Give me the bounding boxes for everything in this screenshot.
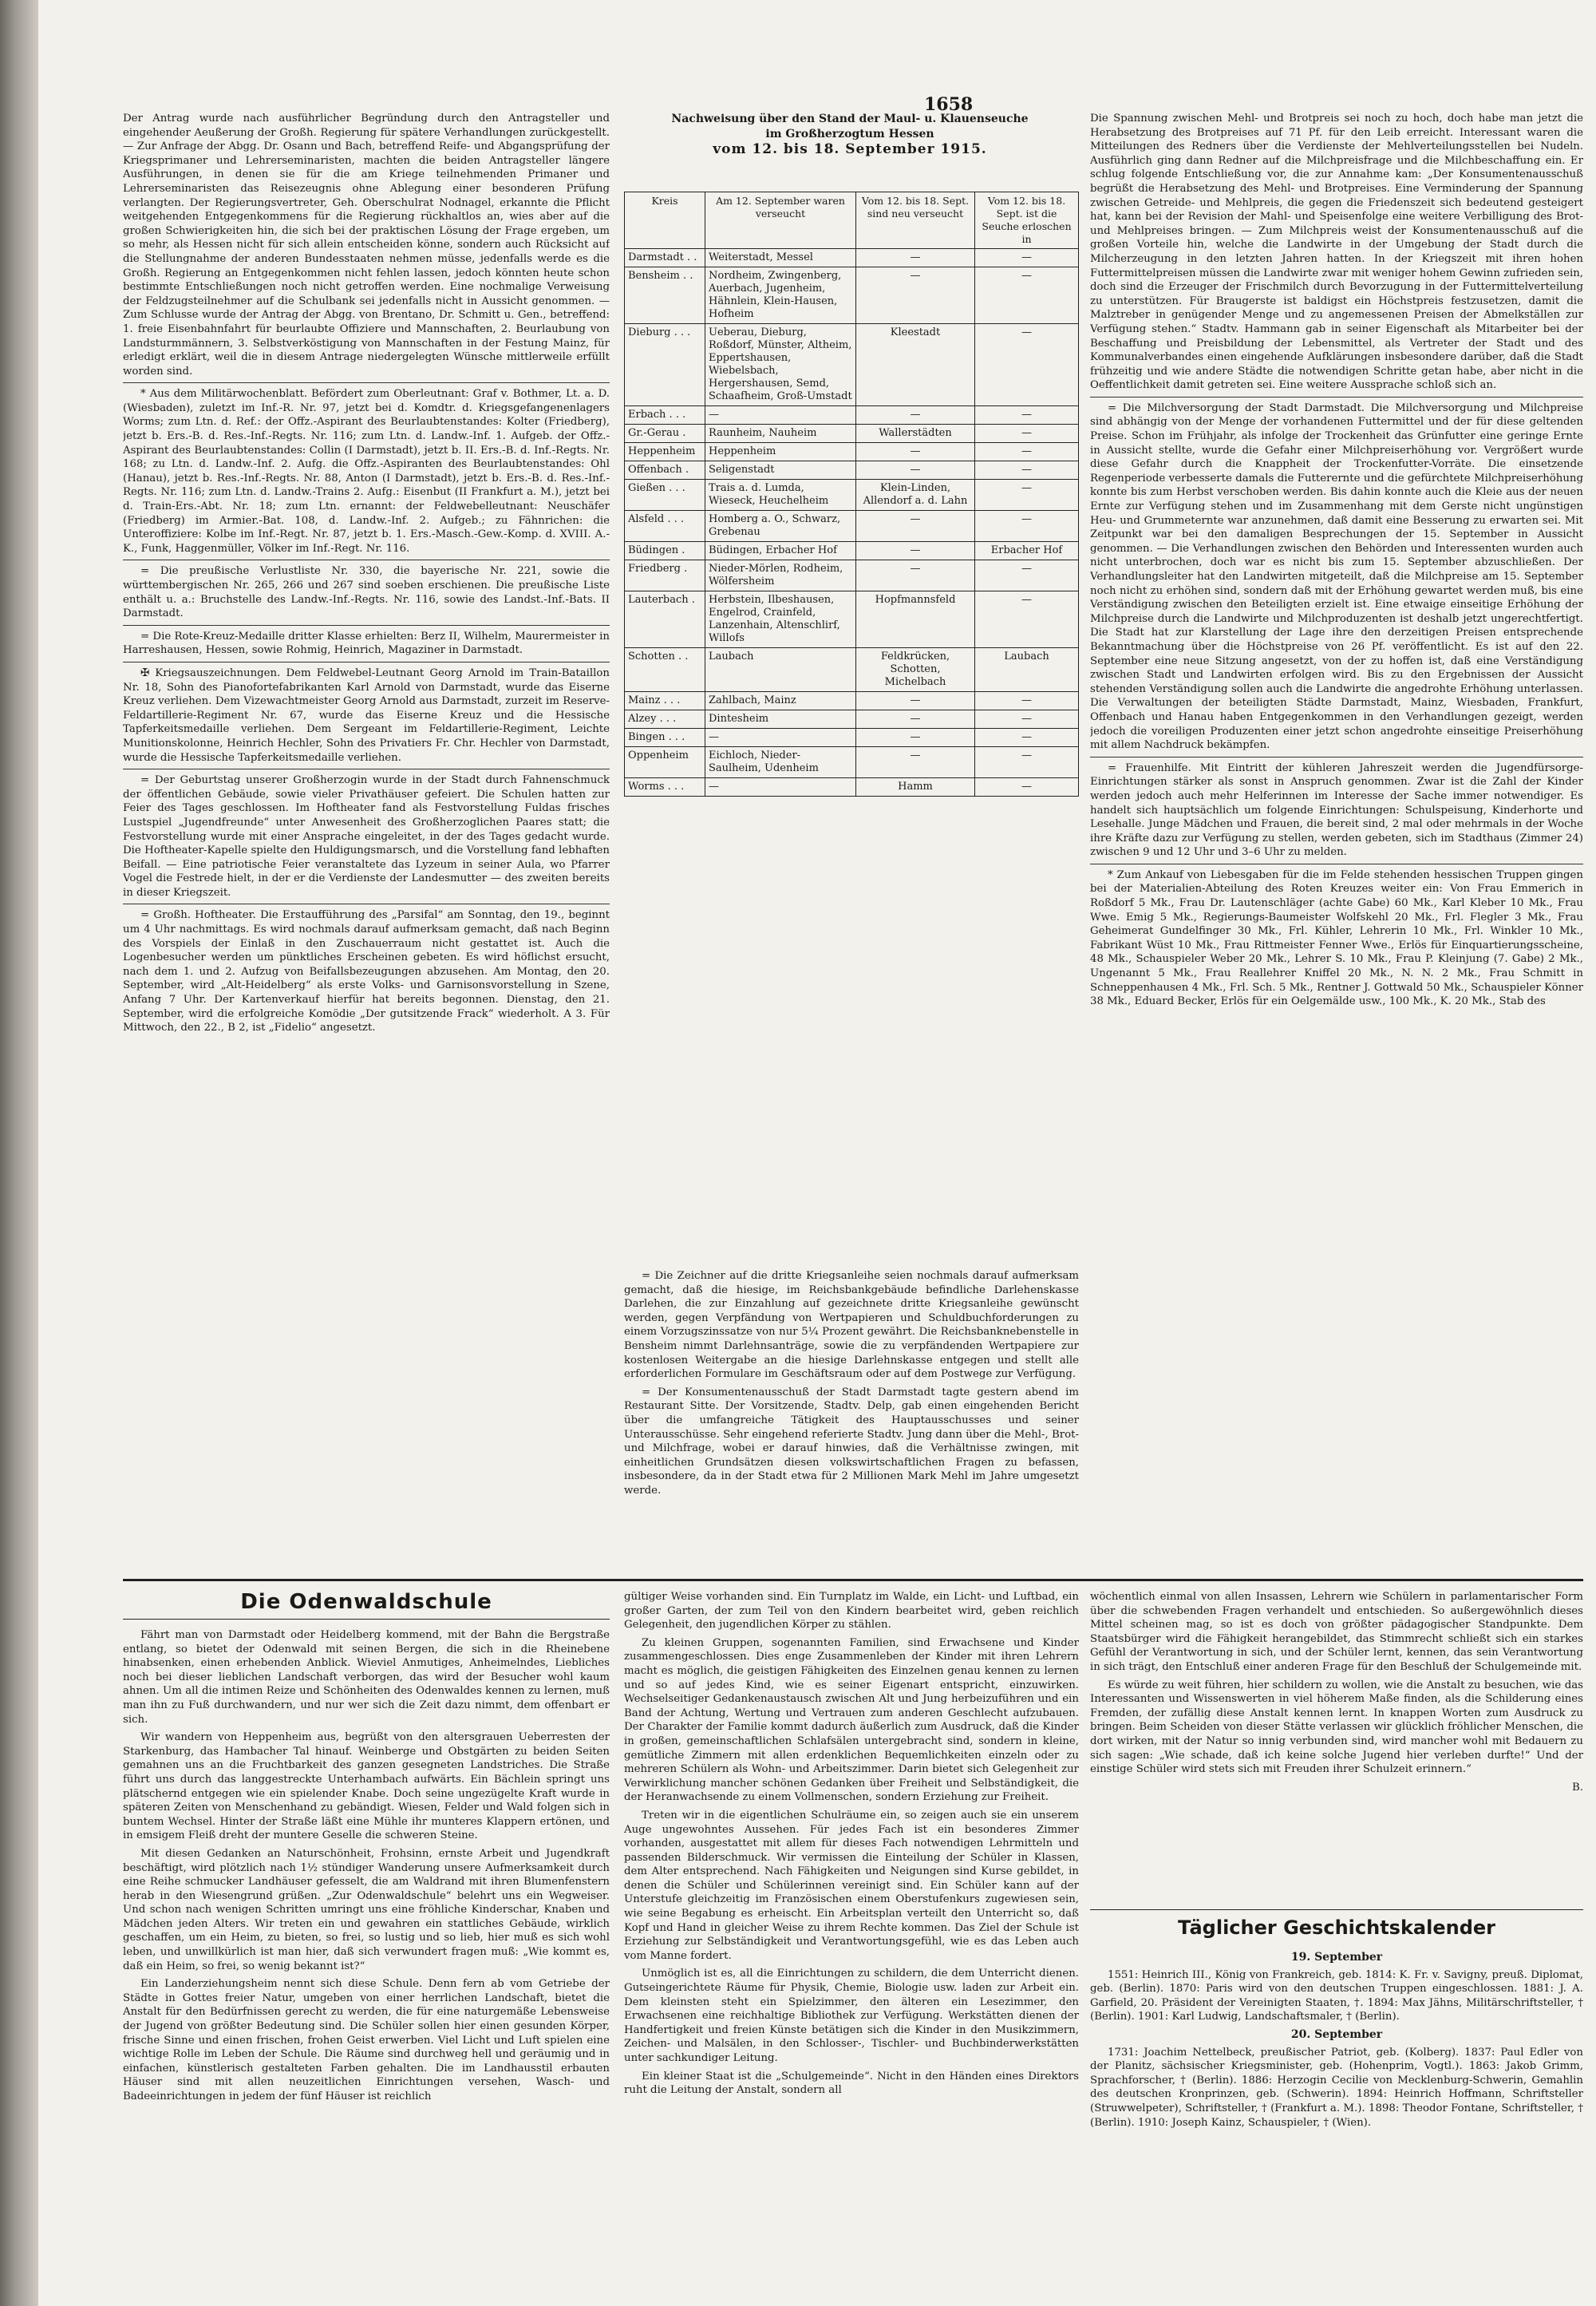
table-title-line1: Nachweisung über den Stand der Maul- u. Klauenseuche	[671, 113, 1029, 125]
table-row	[625, 324, 1079, 406]
cell-verseucht: —	[705, 406, 856, 425]
header-erloschen: Vom 12. bis 18. Sept. ist die Seuche erloschen in	[975, 192, 1079, 249]
cell-erloschen: Erbacher Hof	[975, 542, 1079, 560]
odenwald-paragraph: Es würde zu weit führen, hier schildern zu wollen, wie die Anstalt zu besuchen, wie das Interessanten und Wissenswerten in viel höherem Maße finden, als die Schilderung eines Fremden, der zufällig diese Anstalt kennen lernt. In knappen Worten zum Ausdruck zu bringen. Beim Scheiden von dieser Stätte verlassen wir glücklich fröhlicher Menschen, die dort wirken, mit der Natur so innig verbunden sind, wird mancher wohl mit Bedauern zu sich sagen: „Wie schade, daß ich keine solche Jugend hier verleben durfte!“ Und der einstige Schüler wird stets sich mit Freuden ihrer Schulzeit erinnern.“	[1090, 1679, 1583, 1776]
kalender-date: 20. September	[1290, 2027, 1383, 2041]
odenwald-paragraph: Unmöglich ist es, all die Einrichtungen zu schildern, die dem Unterricht dienen. Gutseingerichtete Räume für Physik, Chemie, Biologie usw. laden zur Arbeit ein. Dem kleinsten steht ein Spielzimmer, den älteren ein Lesezimmer, den Erwachsenen eine reichhaltige Bibliothek zur Verfügung. Werkstätten dienen der Handfertigkeit und freien Künste betätigen sich die Kinder in den Musikzimmern, Zeichen- und Malsälen, in den Schlosser-, Tischler- und Buchbinderwerkstätten unter sachkundiger Leitung.	[624, 1968, 1079, 2064]
cell-verseucht: Homberg a. O., Schwarz, Grebenau	[705, 511, 856, 542]
cell-neu: Klein-Linden, Allendorf a. d. Lahn	[856, 480, 975, 511]
cell-kreis: Mainz . . .	[625, 692, 705, 710]
cell-erloschen: —	[975, 461, 1079, 480]
cell-erloschen: —	[975, 710, 1079, 729]
cell-neu: —	[856, 511, 975, 542]
cell-kreis: Gr.-Gerau .	[625, 425, 705, 443]
cell-erloschen: —	[975, 591, 1079, 648]
table-row	[625, 249, 1079, 267]
table-row	[625, 729, 1079, 747]
table-row	[625, 443, 1079, 461]
cell-kreis: Friedberg .	[625, 560, 705, 591]
cell-neu: —	[856, 406, 975, 425]
odenwald-paragraph: wöchentlich einmal von allen Insassen, Lehrern wie Schülern in parlamentarischer Form über die schwebenden Fragen verhandelt und entschieden. So außergewöhnlich dieses Mittel scheinen mag, so ist es doch von größter pädagogischer Standpunkte. Dem Staatsbürger wird die Fähigkeit herangebildet, das Stimmrecht schließt sich ein starkes Gefühl der Verantwortung in sich, und der Schüler lernt, kennen, das sein Verantwortung in sich trägt, den Entschluß einer anderen Frage für den Beschluß der Schulgemeinde mit.	[1090, 1591, 1583, 1673]
cell-verseucht: Trais a. d. Lumda, Wieseck, Heuchelheim	[705, 480, 856, 511]
article-hoftheater: = Großh. Hoftheater. Die Erstaufführung des „Parsifal“ am Sonntag, den 19., beginnt um 4 Uhr nachmittags. Es wird nochmals darauf aufmerksam gemacht, daß nach Beginn des Vorspiels der Einlaß in den Zuschauerraum nicht gestattet ist. Auch die Logenbesucher werden um pünktliches Erscheinen gebeten. Es wird höflichst ersucht, nach dem 1. und 2. Aufzug von Beifallsbezeugungen abzusehen. Am Montag, den 20. September, wird „Alt-Heidelberg“ als erste Volks- und Garnisonsvorstellung in Szene, Anfang 7 Uhr. Der Kartenverkauf hierfür hat bereits begonnen. Dienstag, den 21. September, wird die erfolgreiche Komödie „Der gutsitzende Frack“ wiederholt. A 3. Für Mittwoch, den 22., B 2, ist „Fidelio“ angesetzt.	[123, 904, 610, 1034]
cell-neu: —	[856, 729, 975, 747]
cell-erloschen: —	[975, 692, 1079, 710]
cell-neu: Hopfmannsfeld	[856, 591, 975, 648]
article-konsumentenausschuss: = Der Konsumentenausschuß der Stadt Darmstadt tagte gestern abend im Restaurant Sitte. Der Vorsitzende, Stadtv. Delp, gab einen eingehenden Bericht über die umfangreiche Tätigkeit des Hauptausschusses und seiner Unterausschüsse. Sehr eingehend referierte Stadtv. Jung dann über die Mehl-, Brot- und Milchfrage, wobei er darauf hinwies, daß die Verhältnisse zwingen, mit einheitlichen Grundsätzen diesen volkswirtschaftlichen Fragen zu befassen, insbesondere, da in der Stadt etwa für 2 Millionen Mark Mehl im Jahre umgesetzt werde.	[624, 1386, 1079, 1497]
table-row	[625, 267, 1079, 324]
cell-verseucht: Büdingen, Erbacher Hof	[705, 542, 856, 560]
cell-kreis: Worms . . .	[625, 778, 705, 797]
article-militaerwochenblatt: * Aus dem Militärwochenblatt. Befördert zum Oberleutnant: Graf v. Bothmer, Lt. a. D. (Wiesbaden), zuletzt im Inf.-R. Nr. 97, jetzt bei d. Komdtr. d. Kriegsgefangenenlagers Worms; zum Ltn. d. Ref.: der Offz.-Aspirant des Beurlaubtenstandes: Kolter (Friedberg), jetzt b. Ers.-B. d. Res.-Inf.-Regts. Nr. 116; zum Ltn. d. Landw.-Inf. 1. Aufgeb. der Offz.-Aspirant des Beurlaubtenstandes: Collin (I Darmstadt), jetzt b. II. Ers.-B. d. Inf.-Regts. Nr. 168; zu Ltn. d. Landw.-Inf. 2. Aufg. die Offz.-Aspiranten des Beurlaubtenstandes: Ohl (Hanau), jetzt b. Res.-Inf.-Regts. Nr. 88, Anton (I Darmstadt), jetzt b. Ers.-B. d. Res.-Inf.-Regts. Nr. 116; zum Ltn. d. Landw.-Trains 2. Aufg.: Eisenbut (II Frankfurt a. M.), jetzt bei d. Train-Ers.-Abt. Nr. 18; zum Ltn. ernannt: der Feldwebelleutnant: Neuschäfer (Friedberg) im Armier.-Bat. 108, d. Landw.-Inf. 2. Aufgeb.; zu Fähnrichen: die Unteroffiziere: Kolbe im Inf.-Regt. Nr. 87, jetzt b. 1. Ers.-Masch.-Gew.-Komp. d. XVIII. A.-K., Funk, Haggenmüller, Völker im Inf.-Regt. Nr. 116.	[123, 382, 610, 556]
table-row	[625, 560, 1079, 591]
table-row	[625, 747, 1079, 778]
table-row	[625, 406, 1079, 425]
cell-kreis: Oppenheim	[625, 747, 705, 778]
table-title-line3: vom 12. bis 18. September 1915.	[713, 141, 987, 157]
header-neu: Vom 12. bis 18. Sept. sind neu verseucht	[856, 192, 975, 249]
cell-neu: —	[856, 560, 975, 591]
cell-neu: Kleestadt	[856, 324, 975, 406]
kalender-date: 19. September	[1290, 1951, 1383, 1964]
cell-verseucht: Weiterstadt, Messel	[705, 249, 856, 267]
article-landtag: Der Antrag wurde nach ausführlicher Begründung durch den Antragsteller und eingehender Aeußerung der Großh. Regierung für spätere Verhandlungen zurückgestellt. — Zur Anfrage der Abgg. Dr. Osann und Bach, betreffend Reife- und Abgangsprüfung der Kriegsprimaner und Lehrerseminaristen, machten die beiden Antragsteller längere Ausführungen, in denen sie für die am Kriege teilnehmenden Primaner und Lehrerseminaristen das Reisezeugnis ohne Ablegung einer besonderen Prüfung verlangten. Der Regierungsvertreter, Geh. Oberschulrat Nodnagel, erkannte die Pflicht weitgehenden Entgegenkommens für die Regierung rückhaltlos an, wies aber auf die großen Schwierigkeiten hin, die sich bei der praktischen Lösung der Frage ergeben, um so mehr, als Hessen nicht für sich allein entscheiden könne, sondern auch Rücksicht auf die Stellungnahme der anderen Bundesstaaten nehmen müsse, jedenfalls werde es die Großh. Regierung an Entgegenkommen nicht fehlen lassen, jedoch könnten heute schon bestimmte Entschließungen noch nicht getroffen werden. Eine nochmalige Verweisung der Feldzugsteilnehmer auf die Schulbank sei jedenfalls nicht in Aussicht genommen. — Zum Schlusse wurde der Antrag der Abgg. von Brentano, Dr. Schmitt u. Gen., betreffend: 1. freie Eisenbahnfahrt für beurlaubte Offiziere und Mannschaften, 2. Beurlaubung von Landsturmmännern, 3. Selbstverköstigung von Mannschaften in der Festung Mainz, für erledigt erklärt, weil die in diesem Antrage niedergelegten Wünsche mittlerweile erfüllt worden sind.	[123, 113, 610, 378]
cell-verseucht: Nordheim, Zwingenberg, Auerbach, Jugenheim, Hähnlein, Klein-Hausen, Hofheim	[705, 267, 856, 324]
table-row	[625, 648, 1079, 692]
cell-erloschen: —	[975, 425, 1079, 443]
cell-kreis: Bingen . . .	[625, 729, 705, 747]
kalender-entry: 1731: Joachim Nettelbeck, preußischer Patriot, geb. (Kolberg). 1837: Paul Edler von der Planitz, sächsischer Kriegsminister, geb. (Hohenprim, Vogtl.). 1863: Jakob Grimm, Sprachforscher, † (Berlin). 1886: Herzogin Cecilie von Mecklenburg-Schwerin, Gemahlin des deutschen Kronprinzen, geb. (Schwerin). 1894: Heinrich Hoffmann, Schriftsteller (Struwwelpeter), Schriftsteller, † (Frankfurt a. M.). 1898: Theodor Fontane, Schriftsteller, † (Berlin). 1910: Joseph Kainz, Schauspieler, † (Wien).	[1090, 2046, 1583, 2129]
table-title	[624, 112, 1076, 157]
article-frauenhilfe: = Frauenhilfe. Mit Eintritt der kühleren Jahreszeit werden die Jugendfürsorge-Einrichtungen stärker als sonst in Anspruch genommen. Zwar ist die Zahl der Kinder werden jedoch auch mehr Helferinnen im Interesse der Sache immer notwendiger. Es handelt sich hauptsächlich um folgende Einrichtungen: Schulspeisung, Kinderhorte und Lesehalle. Junge Mädchen und Frauen, die bereit sind, 2 mal oder mehrmals in der Woche ihre Kräfte dazu zur Verfügung zu stellen, werden gebeten, sich im Stadthaus (Zimmer 24) zwischen 9 und 12 Uhr und 3–6 Uhr zu melden.	[1090, 757, 1583, 860]
cell-verseucht: —	[705, 778, 856, 797]
right-column	[1090, 112, 1583, 1580]
cell-kreis: Dieburg . . .	[625, 324, 705, 406]
cell-neu: —	[856, 267, 975, 324]
cell-verseucht: Herbstein, Ilbeshausen, Engelrod, Crainfeld, Lanzenhain, Altenschlirf, Willofs	[705, 591, 856, 648]
table-row	[625, 511, 1079, 542]
cell-neu: —	[856, 249, 975, 267]
article-verlustliste: = Die preußische Verlustliste Nr. 330, die bayerische Nr. 221, sowie die württembergischen Nr. 265, 266 und 267 sind soeben erschienen. Die preußische Liste enthält u. a.: Bruchstelle des Landw.-Inf.-Regts. Nr. 116, sowie des Landst.-Inf.-Bats. II Darmstadt.	[123, 560, 610, 620]
cell-neu: —	[856, 461, 975, 480]
article-geburtstag-grossherzogin: = Der Geburtstag unserer Großherzogin wurde in der Stadt durch Fahnenschmuck der öffentlichen Gebäude, sowie vieler Privathäuser gefeiert. Die Schulen hatten zur Feier des Tages geschlossen. Im Hoftheater fand als Festvorstellung Fuldas frisches Lustspiel „Jugendfreunde“ unter Anwesenheit des Großherzoglichen Paares statt; die Festvorstellung wurde mit einer Ansprache eingeleitet, in der des Tages gedacht wurde. Die Hoftheater-Kapelle spielte den Huldigungsmarsch, und die Vorstellung fand lebhaften Beifall. — Eine patriotische Feier veranstaltete das Lyzeum in seiner Aula, wo Pfarrer Vogel die Festrede hielt, in der er die Verdienste der Landesmutter — des zweiten bereits in dieser Kriegszeit.	[123, 769, 610, 900]
odenwald-title: Die Odenwaldschule	[123, 1590, 610, 1620]
cell-neu: Feldkrücken, Schotten, Michelbach	[856, 648, 975, 692]
kalender-entry: 1551: Heinrich III., König von Frankreich, geb. 1814: K. Fr. v. Savigny, preuß. Diplomat, geb. (Berlin). 1870: Paris wird von den deutschen Truppen eingeschlossen. 1881: J. A. Garfield, 20. Präsident der Vereinigten Staaten, †. 1894: Max Jähns, Militärschriftsteller, † (Berlin). 1901: Karl Ludwig, Landschaftsmaler, † (Berlin).	[1090, 1968, 1583, 2023]
kalender-title: Täglicher Geschichtskalender	[1090, 1909, 1583, 1939]
header-kreis: Kreis	[625, 192, 705, 249]
cell-neu: Wallerstädten	[856, 425, 975, 443]
cell-erloschen: —	[975, 480, 1079, 511]
cell-verseucht: Dintesheim	[705, 710, 856, 729]
cell-kreis: Alsfeld . . .	[625, 511, 705, 542]
kalender-section	[1090, 1948, 1583, 2283]
cell-erloschen: —	[975, 747, 1079, 778]
cell-erloschen: —	[975, 560, 1079, 591]
table-row	[625, 591, 1079, 648]
cell-neu: —	[856, 710, 975, 729]
odenwald-paragraph: Mit diesen Gedanken an Naturschönheit, Frohsinn, ernste Arbeit und Jugendkraft beschäftigt, wird plötzlich nach 1½ stündiger Wanderung unsere Aufmerksamkeit durch eine Reihe schmucker Landhäuser gefesselt, die am Waldrand mit ihren Blumenfenstern herab in den Wiesengrund grüßen. „Zur Odenwaldschule“ belehrt uns ein Wegweiser. Und schon nach wenigen Schritten umringt uns eine fröhliche Kinderschar, Knaben und Mädchen jeden Alters. Wir treten ein und gewahren ein stattliches Gebäude, wirklich geschaffen, um ein Heim, zu bieten, so frei, so lustig und so lieb, hier muß es sich wohl leben, und unwillkürlich ist man hier, daß sich verwundert fragen muß: „Wie kommt es, daß ein Heim, so frei, so wenig bekannt ist?“	[123, 1847, 610, 1972]
cell-verseucht: Seligenstadt	[705, 461, 856, 480]
cell-erloschen: —	[975, 324, 1079, 406]
odenwald-paragraph: Ein kleiner Staat ist die „Schulgemeinde“. Nicht in den Händen eines Direktors ruht die Leitung der Anstalt, sondern all	[624, 2070, 1079, 2097]
odenwald-paragraph: Treten wir in die eigentlichen Schulräume ein, so zeigen auch sie ein unserem Auge ungewohntes Aussehen. Für jedes Fach ist ein besonderes Zimmer vorhanden, ausgestattet mit allem für dieses Fach notwendigen Lehrmitteln und passenden Bilderschmuck. Wir vermissen die Einteilung der Schüler in Klassen, dem Alter entsprechend. Nach Fähigkeiten und Neigungen sind Kurse gebildet, in denen die Schüler und Schülerinnen vereinigt sind. Ein Schüler kann auf der Unterstufe gleichzeitig im Französischen einem Oberstufenkurs zugewiesen sein, wie seine Begabung es erheischt. Ein Arbeitsplan verteilt den Unterricht so, daß Kopf und Hand in gleicher Weise zu ihrem Rechte kommen. Das Ziel der Schule ist Erziehung zur Selbständigkeit und Verantwortungsgefühl, wie es das Leben auch vom Manne fordert.	[624, 1809, 1079, 1962]
table-row	[625, 692, 1079, 710]
article-kriegsanleihe: = Die Zeichner auf die dritte Kriegsanleihe seien nochmals darauf aufmerksam gemacht, daß die hiesige, im Reichsbankgebäude befindliche Darlehenskasse Darlehen, die zur Einzahlung auf gezeichnete dritte Kriegsanleihe gewünscht werden, gegen Verpfändung von Wertpapieren und Schuldbuchforderungen zu einem Vorzugszinssatze von nur 5¼ Prozent gewährt. Die Reichsbanknebenstelle in Bensheim nimmt Darlehnsanträge, sowie die zu verpfändenden Wertpapiere zur kostenlosen Weitergabe an die hiesige Darlehnskasse entgegen und stellt alle erforderlichen Formulare im Geschäftsraum oder auf dem Postwege zur Verfügung.	[624, 1270, 1079, 1381]
newspaper-page	[46, 0, 1596, 2306]
cell-verseucht: Laubach	[705, 648, 856, 692]
cell-verseucht: Raunheim, Nauheim	[705, 425, 856, 443]
cell-kreis: Erbach . . .	[625, 406, 705, 425]
cell-verseucht: —	[705, 729, 856, 747]
cell-verseucht: Nieder-Mörlen, Rodheim, Wölfersheim	[705, 560, 856, 591]
article-rote-kreuz-medaille: = Die Rote-Kreuz-Medaille dritter Klasse erhielten: Berz II, Wilhelm, Maurermeister in Harreshausen, Hessen, sowie Rohmig, Heinrich, Magaziner in Darmstadt.	[123, 625, 610, 658]
book-binding	[0, 0, 38, 2306]
cell-neu: —	[856, 692, 975, 710]
middle-column-text	[624, 1269, 1079, 1572]
cell-verseucht: Heppenheim	[705, 443, 856, 461]
cell-kreis: Büdingen .	[625, 542, 705, 560]
cell-neu: —	[856, 443, 975, 461]
odenwald-signature: B.	[1572, 1781, 1583, 1794]
table-row	[625, 710, 1079, 729]
cell-erloschen: —	[975, 511, 1079, 542]
odenwald-column-3	[1090, 1590, 1583, 1905]
table-row	[625, 542, 1079, 560]
cell-kreis: Offenbach .	[625, 461, 705, 480]
cell-kreis: Schotten . .	[625, 648, 705, 692]
article-kriegsauszeichnungen: ✠ Kriegsauszeichnungen. Dem Feldwebel-Leutnant Georg Arnold im Train-Bataillon Nr. 18, Sohn des Pianofortefabrikanten Karl Arnold von Darmstadt, wurde das Eiserne Kreuz verliehen. Dem Vizewachtmeister Georg Arnold aus Darmstadt, zurzeit im Reserve-Feldartillerie-Regiment Nr. 67, wurde das Eiserne Kreuz und die Hessische Tapferkeitsmedaille verliehen. Dem Sergeant im Feldartillerie-Regiment, Leichte Munitionskolonne, Heinrich Hechler, Sohn des Privatiers Fr. Chr. Hechler von Darmstadt, wurde die Hessische Tapferkeitsmedaille verliehen.	[123, 662, 610, 765]
cell-erloschen: —	[975, 729, 1079, 747]
cell-erloschen: —	[975, 249, 1079, 267]
table-row	[625, 480, 1079, 511]
article-liebesgaben: * Zum Ankauf von Liebesgaben für die im Felde stehenden hessischen Truppen gingen bei der Materialien-Abteilung des Roten Kreuzes weiter ein: Von Frau Emmerich in Roßdorf 5 Mk., Frau Dr. Lautenschläger (achte Gabe) 60 Mk., Karl Kleber 10 Mk., Frau Wwe. Emig 5 Mk., Regierungs-Baumeister Wolfskehl 20 Mk., Frl. Flegler 3 Mk., Frau Geheimerat Gundelfinger 30 Mk., Frl. Kühler, Lehrerin 10 Mk., Frl. Winkler 10 Mk., Fabrikant Wüst 10 Mk., Frau Rittmeister Fenner Wwe., Erlös für Einquartierungsscheine, 48 Mk., Schauspieler Weber 20 Mk., Lehrer S. 10 Mk., Frau P. Kleinjung (7. Gabe) 2 Mk., Ungenannt 5 Mk., Frau Reallehrer Kniffel 20 Mk., N. N. 2 Mk., Frau Schmitt in Schneppenhausen 4 Mk., Frl. Sch. 5 Mk., Rentner J. Gottwald 50 Mk., Schauspieler Könner 38 Mk., Eduard Becker, Erlös für ein Oelgemälde usw., 100 Mk., K. 20 Mk., Stab des	[1090, 864, 1583, 1009]
table-row	[625, 778, 1079, 797]
odenwald-paragraph: Ein Landerziehungsheim nennt sich diese Schule. Denn fern ab vom Getriebe der Städte in Gottes freier Natur, umgeben von einer herrlichen Landschaft, bietet die Anstalt für den Bedürfnissen gerecht zu werden, die für eine naturgemäße Lebensweise der Jugend von größter Bedeutung sind. Die Schüler sollen hier einen gesunden Körper, frische Sinne und einen frischen, frohen Geist erwerben. Viel Licht und Luft spielen eine wichtige Rolle im Leben der Schule. Die Räume sind durchweg hell und geräumig und in einfachen, künstlerisch gestalteten Farben gehalten. Die im Landhausstil erbauten Häuser sind mit allen neuzeitlichen Einrichtungen versehen, Wasch- und Badeeinrichtungen in jedem der fünf Häuser ist reichlich	[123, 1978, 610, 2102]
cell-kreis: Darmstadt . .	[625, 249, 705, 267]
cell-erloschen: —	[975, 406, 1079, 425]
left-column	[123, 112, 610, 1572]
cell-erloschen: Laubach	[975, 648, 1079, 692]
odenwald-paragraph: gültiger Weise vorhanden sind. Ein Turnplatz im Walde, ein Licht- und Luftbad, ein großer Garten, der zum Teil von den Kindern bearbeitet wird, geben reichlich Gelegenheit, den jugendlichen Körper zu stählen.	[624, 1591, 1079, 1632]
page-number: 1658	[924, 94, 974, 115]
cell-verseucht: Ueberau, Dieburg, Roßdorf, Münster, Altheim, Eppertshausen, Wiebelsbach, Hergershausen, Semd, Schaafheim, Groß-Umstadt	[705, 324, 856, 406]
cell-erloschen: —	[975, 778, 1079, 797]
cell-kreis: Alzey . . .	[625, 710, 705, 729]
table-row	[625, 425, 1079, 443]
cell-neu: Hamm	[856, 778, 975, 797]
table-row	[625, 461, 1079, 480]
cell-kreis: Bensheim . .	[625, 267, 705, 324]
section-divider	[123, 1579, 1583, 1581]
header-verseucht: Am 12. September waren verseucht	[705, 192, 856, 249]
cell-verseucht: Zahlbach, Mainz	[705, 692, 856, 710]
cell-kreis: Heppenheim	[625, 443, 705, 461]
table-title-line2: im Großherzogtum Hessen	[765, 128, 934, 140]
odenwald-paragraph: Zu kleinen Gruppen, sogenannten Familien, sind Erwachsene und Kinder zusammengeschlossen. Dies enge Zusammenleben der Kinder mit ihren Lehrern macht es möglich, die geistigen Fähigkeiten des Einzelnen genau kennen zu lernen und so auf jedes Kind, wie es seiner Eigenart entspricht, einzuwirken. Wechselseitiger Gedankenaustausch zwischen Alt und Jung herbeizuführen und ein Band der Achtung, Wertung und Vertrauen zum anderen Geschlecht aufzubauen. Der Charakter der Familie kommt dadurch äußerlich zum Ausdruck, daß die Kinder in großen, gemeinschaftlichen Schlafsälen untergebracht sind, sondern in kleine, gemütliche Zimmern mit allen erdenklichen Bequemlichkeiten einzeln oder zu mehreren Schülern als Wohn- und Arbeitszimmer. Darin bietet sich Gelegenheit zur Verwirklichung mancher schönen Gedanken über Freiheit und Selbständigkeit, die der Heranwachsende zu einem Vollmenschen, sondern Erziehung zur Freiheit.	[624, 1636, 1079, 1804]
odenwald-paragraph: Fährt man von Darmstadt oder Heidelberg kommend, mit der Bahn die Bergstraße entlang, so bietet der Odenwald mit seinen Bergen, die sich in die Rheinebene hinabsenken, einen erhebenden Anblick. Wieviel Anmutiges, Anheimelndes, Liebliches noch bei dieser lieblichen Landschaft verborgen, das wird der Besucher wohl kaum ahnen. Um all die intimen Reize und Schönheiten des Odenwaldes kennen zu lernen, muß man ihn zu Fuß durchwandern, und nur wer sich die Zeit dazu nimmt, dem offenbart er sich.	[123, 1629, 610, 1726]
odenwald-column-1	[123, 1628, 610, 2283]
cell-kreis: Gießen . . .	[625, 480, 705, 511]
cell-verseucht: Eichloch, Nieder-Saulheim, Udenheim	[705, 747, 856, 778]
cell-neu: —	[856, 747, 975, 778]
cell-kreis: Lauterbach .	[625, 591, 705, 648]
cell-erloschen: —	[975, 443, 1079, 461]
article-konsumentenausschuss-cont: Die Spannung zwischen Mehl- und Brotpreis sei noch zu hoch, doch habe man jetzt die Herabsetzung des Brotpreises auf 71 Pf. für den Leib erreicht. Interessant waren die Mitteilungen des Redners über die Verdienste der Mehlverteilungsstellen bei Nudeln. Ausführlich ging dann Redner auf die Milchpreisfrage und die Milchbeschaffung ein. Er schlug folgende Entschließung vor, die zur Annahme kam: „Der Konsumentenausschuß begrüßt die Herabsetzung des Mehl- und Brotpreises. Eine Verminderung der Spannung zwischen Getreide- und Mehlpreis, die gegen die Friedenszeit sich bedeutend gesteigert hat, kann bei der Revision der Mahl- und Speisenfolge eine weitere Verbilligung des Brot- und Mehlpreises bringen. — Zum Milchpreis weist der Konsumentenausschuß auf die großen Vorteile hin, welche die Landwirte in der Umgebung der Stadt durch die Milcherzeugung in den letzten Jahren hatten. In der Kriegszeit mit ihren hohen Futtermittelpreisen müssen die Landwirte zwar mit weniger hohem Gewinn zufrieden sein, doch sind die Erzeuger der Frischmilch durch Bevorzugung in der Futtermittelverteilung zu unterstützen. Für Braugerste ist baldigst ein Höchstpreis festzusetzen, damit die Malztreber in genügender Menge und zu angemessenen Preisen der Abmelkställen zur Verfügung stehen.“ Stadtv. Hammann gab in seiner Eigenschaft als Mitarbeiter bei der Beschaffung und Preisbildung der Lebensmittel, als Vertreter der Stadt und des Kommunalverbandes einen eingehende Aufklärungen insbesondere darüber, daß die Stadt frühzeitig und wie andere Städte die notwendigen Schritte getan habe, aber nicht in die Oeffentlichkeit damit getreten sei. Eine weitere Aussprache schloß sich an.	[1090, 113, 1583, 392]
cell-neu: —	[856, 542, 975, 560]
seuche-table	[624, 192, 1079, 797]
article-milchversorgung: = Die Milchversorgung der Stadt Darmstadt. Die Milchversorgung und Milchpreise sind abhängig von der Menge der vorhandenen Futtermittel und der für diese geltenden Preise. Schon im Frühjahr, als infolge der Trockenheit das Grünfutter eine geringe Ernte in Aussicht stellte, wurde die Gefahr einer Milchpreiserhöhung vor. Vergrößert wurde diese Gefahr durch die Knappheit der Trockenfutter-Vorräte. Die einsetzende Regenperiode verbesserte damals die Futterernte und die gefürchtete Milchpreiserhöhung konnte bis zum Herbst verschoben werden. Bis dahin konnte auch die Kleie aus der neuen Ernte zur Verfügung stehen und im Zusammenhang mit dem Gerste nicht ungünstigen Heu- und Grummeternte war anzunehmen, daß damit eine Besserung zu erwarten sei. Mit Zeitpunkt war bei den damaligen Besprechungen der 15. September in Aussicht genommen. — Die Verhandlungen zwischen den Behörden und Interessenten wurden auch nicht unterbrochen, doch war es nicht bis zum 15. September abzuschließen. Der Verhandlungsleiter hat den Landwirten mitgeteilt, daß die Milchpreise am 15. September noch nicht zu erhöhen sind, sondern daß mit der Erhöhung gewartet werden muß, bis eine Verständigung zwischen den Beteiligten erzielt ist. Eine etwaige einseitige Erhöhung der Milchpreise durch die Landwirte und Milchproduzenten ist deshalb jetzt ungerechtfertigt. Die Stadt hat zur Klarstellung der Lage ihre den derzeitigen Preisen entsprechende Bekanntmachung über die Höchstpreise von 26 Pf. veröffentlicht. Es ist auf den 22. September eine neue Sitzung angesetzt, von der zu hoffen ist, daß eine Verständigung zwischen Stadt und Landwirten erfolgen wird. Bis zu den Ergebnissen der Aussicht stehenden Verständigung sollen auch die Landwirte die angedrohte Erhöhung unterlassen. Die Verwaltungen der beteiligten Städte Darmstadt, Mainz, Wiesbaden, Frankfurt, Offenbach und Hanau haben Entgegenkommen in den Verhandlungen gezeigt, werden jedoch die voreiligen Produzenten einer jetzt schon angedrohte einseitige Preiserhöhung mit allem Nachdruck bekämpfen.	[1090, 397, 1583, 753]
odenwald-column-2	[624, 1590, 1079, 2283]
odenwald-paragraph: Wir wandern von Heppenheim aus, begrüßt von den altersgrauen Ueberresten der Starkenburg, das Hambacher Tal hinauf. Weinberge und Obstgärten zu beiden Seiten gemahnen uns an die Fruchtbarkeit des ganzen gesegneten Landstriches. Die Straße führt uns durch das langgestreckte Unterhambach aufwärts. Ein Bächlein springt uns plätschernd entgegen wie ein spielender Knabe. Doch seine ungezügelte Kraft wurde in späteren Zeiten von Menschenhand zu gebändigt. Wiesen, Felder und Wald folgen sich in buntem Wechsel. Hinter der Straße läßt eine Mühle ihr munteres Klappern ertönen, und in emsigem Fleiß dreht der muntere Geselle die schweren Steine.	[123, 1731, 610, 1842]
cell-erloschen: —	[975, 267, 1079, 324]
